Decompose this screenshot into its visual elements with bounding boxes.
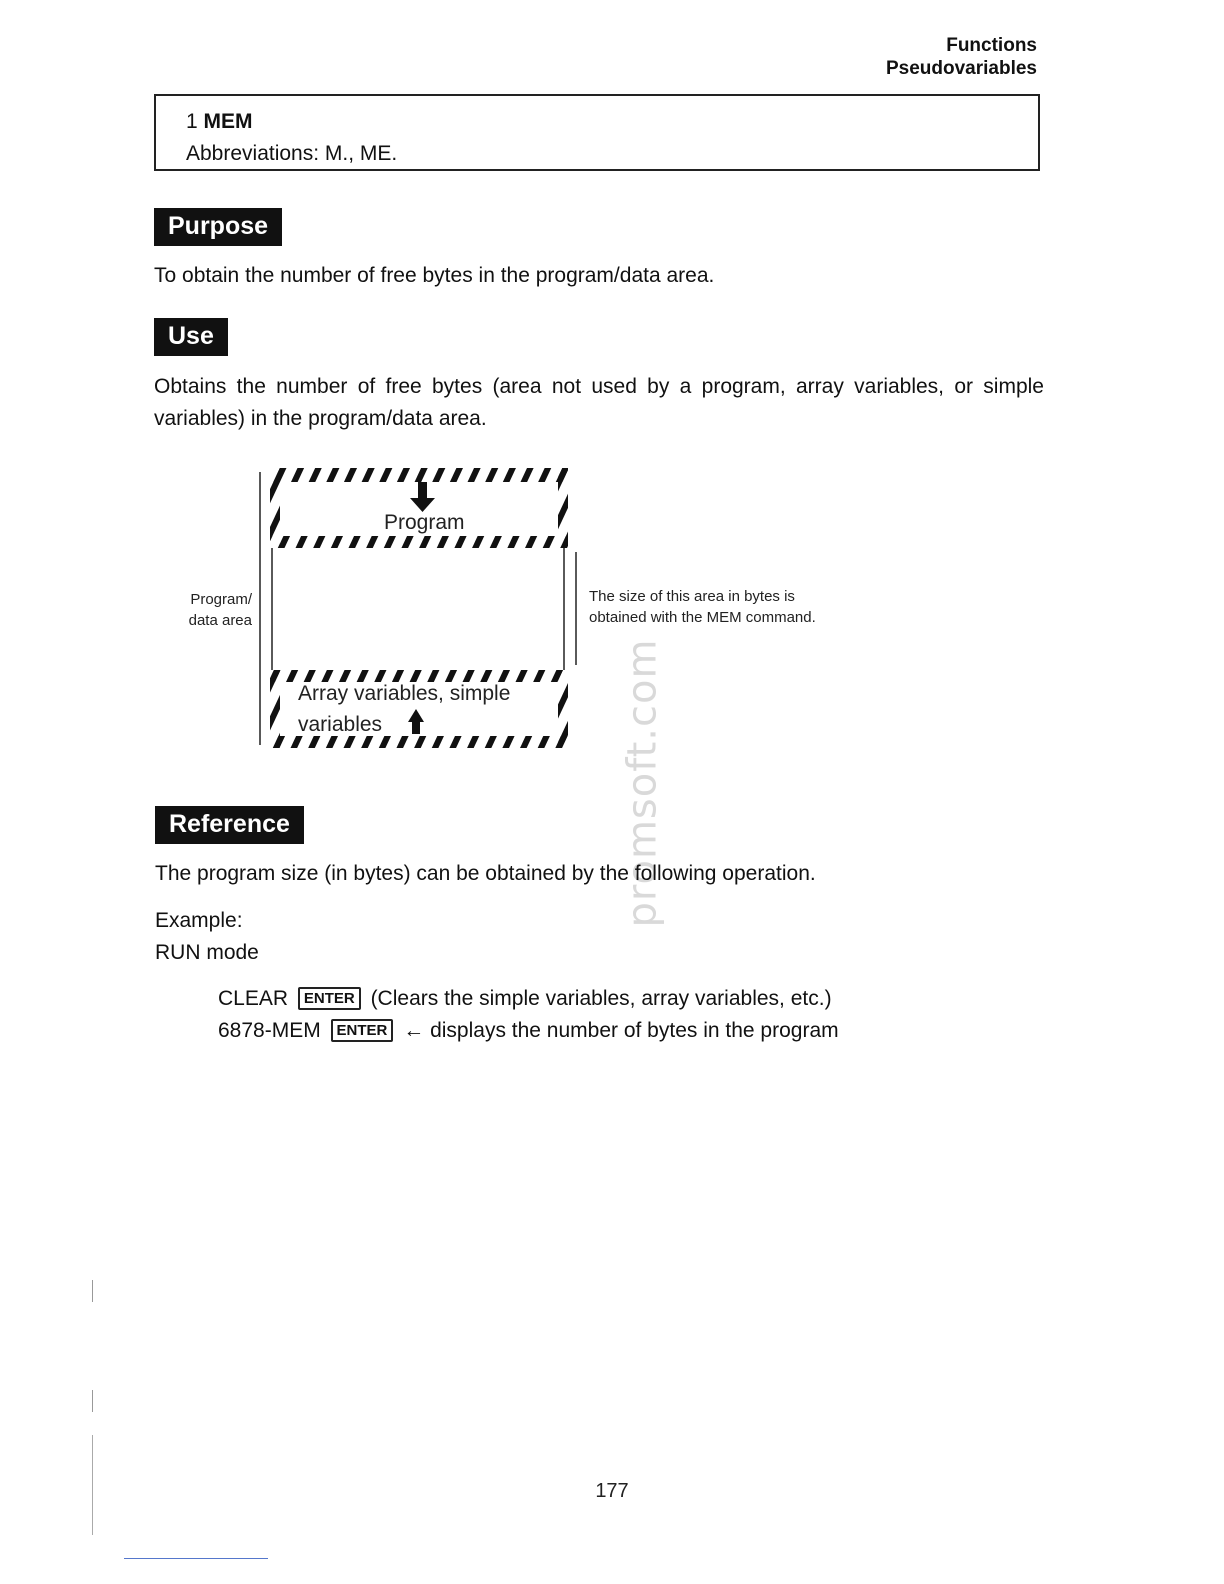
header-functions: Functions <box>946 35 1037 56</box>
command-box <box>154 94 1040 171</box>
vars-label-line1: Array variables, simple <box>298 682 511 705</box>
step2-command: 6878-MEM <box>218 1019 321 1042</box>
command-abbreviations: Abbreviations: M., ME. <box>186 142 398 165</box>
watermark: promsoft.com <box>619 638 666 928</box>
example-step-1 <box>218 983 832 1015</box>
use-heading: Use <box>154 318 228 356</box>
side-label-line2: data area <box>188 612 252 629</box>
command-title <box>186 106 1038 138</box>
mem-note-line2: obtained with the MEM command. <box>589 609 816 626</box>
command-number: 1 <box>186 110 198 133</box>
down-arrow-icon <box>410 482 435 512</box>
example-label: Example: <box>155 909 243 932</box>
scan-artifact <box>92 1390 93 1412</box>
side-label-line1: Program/ <box>190 591 252 608</box>
step2-note: ← displays the number of bytes in the program <box>403 1019 839 1042</box>
reference-text: The program size (in bytes) can be obtained by the following operation. <box>155 862 816 885</box>
use-text: Obtains the number of free bytes (area not used by a program, array variables, or simple variables) in the program/data area. <box>154 375 1044 430</box>
vars-label-line2: variables <box>298 713 383 736</box>
running-header <box>886 34 1037 80</box>
enter-key-icon: ENTER <box>331 1019 394 1042</box>
purpose-heading: Purpose <box>154 208 282 246</box>
mem-note-line1: The size of this area in bytes is <box>589 588 795 605</box>
scan-artifact <box>92 1435 93 1535</box>
step1-note: (Clears the simple variables, array variables, etc.) <box>370 987 832 1010</box>
purpose-text: To obtain the number of free bytes in the program/data area. <box>154 264 715 287</box>
header-pseudovariables: Pseudovariables <box>885 58 1037 79</box>
page-number: 177 <box>595 1480 629 1502</box>
example-step-2 <box>218 1015 839 1047</box>
run-mode-label: RUN mode <box>155 941 259 964</box>
up-arrow-icon <box>408 709 424 734</box>
enter-key-icon: ENTER <box>298 987 361 1010</box>
reference-heading: Reference <box>155 806 304 844</box>
command-name: MEM <box>203 110 253 133</box>
step1-command: CLEAR <box>218 987 289 1010</box>
scan-artifact <box>92 1280 93 1302</box>
program-label: Program <box>384 511 465 534</box>
bottom-rule <box>124 1558 268 1559</box>
